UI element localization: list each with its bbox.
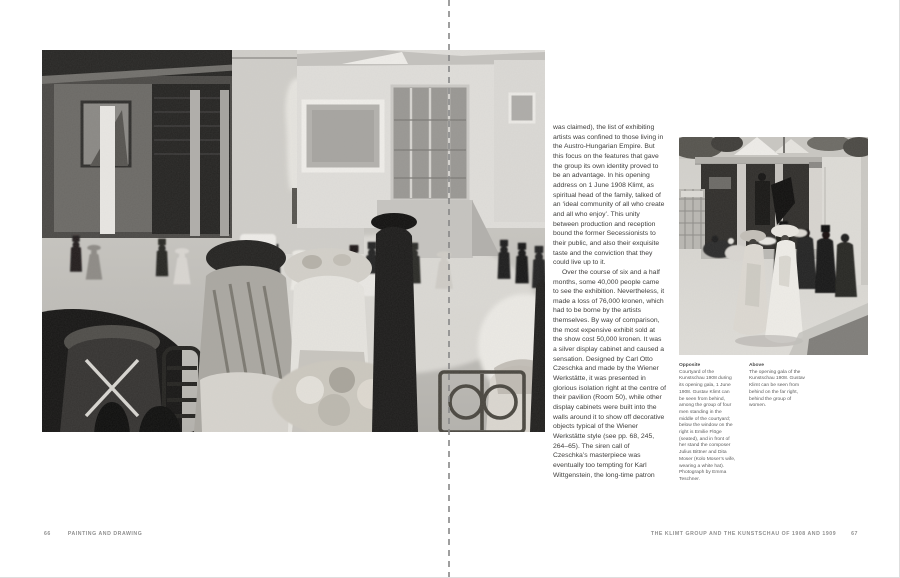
page-number-right: 67 (851, 531, 858, 537)
caption-title: Above (749, 363, 764, 368)
photo-opening-gala-art (679, 137, 868, 355)
running-head-left: PAINTING AND DRAWING (67, 531, 143, 537)
caption-text: Courtyard of the Kunstschau 1908 during its opening gala, 1 June 1908. Gustav Klimt can be seen from behind, among the group of four men standing in the middle of the courtyard; below the window on the right is Emilie Flöge (seated), and in front of her stand the composer Julius Bittner and Dita Moser (Kolo Moser’s wife, wearing a white hat). Photograph by Emma Teschner. (679, 369, 736, 482)
film-grain (42, 50, 545, 432)
caption-opposite (679, 363, 736, 484)
running-footer-right (651, 531, 858, 537)
photo-kunstschau-courtyard (42, 50, 545, 432)
film-grain (679, 137, 868, 355)
caption-block (679, 363, 806, 484)
running-head-right: THE KLIMT GROUP AND THE KUNSTSCHAU OF 1908 AND 1909 (650, 531, 837, 537)
photo-opening-gala (679, 137, 868, 355)
article-paragraph-1: was claimed), the list of exhibiting artists was confined to those living in the Austro-Hungarian Empire. But this focus on the features that gave the group its own identity proved to be an advantage. In his opening address on 1 June 1908 Klimt, as spiritual head of the family, talked of an ‘ideal community of all who create and all who enjoy’. This unity between production and reception bound the former Secessionists to their public, and also their exquisite taste and the conviction that they could live up to it. (553, 124, 665, 267)
photo-kunstschau-courtyard-art (42, 50, 545, 432)
center-fold-dashed-line (448, 0, 450, 578)
caption-text: The opening gala of the Kunstschau 1908. Gustav Klimt can be seen from behind on the far right, behind the group of women. (749, 369, 806, 409)
article-text-column (553, 123, 666, 480)
caption-above (749, 363, 806, 484)
page-number-left: 66 (44, 531, 51, 537)
running-footer-left (44, 531, 142, 537)
article-paragraph-2: Over the course of six and a half months, some 40,000 people came to see the exhibition. Nevertheless, it made a loss of 76,000 kronen, which had to be borne by the artists themselves. By way of comparison, the most expensive exhibit sold at the show cost 50,000 kronen. It was a silver display cabinet and caused a sensation. Designed by Carl Otto Czeschka and made by the Wiener Werkstätte, it was presented in glorious isolation right at the centre of their pavilion (Room 50), while other display cabinets were built into the walls around it to show off decorative objects typical of the Wiener Werkstätte style (see pp. 68, 245, 264–65). The siren call of Czeschka’s masterpiece was eventually too tempting for Karl Wittgenstein, the long-time patron (553, 268, 666, 479)
caption-title: Opposite (679, 363, 701, 368)
